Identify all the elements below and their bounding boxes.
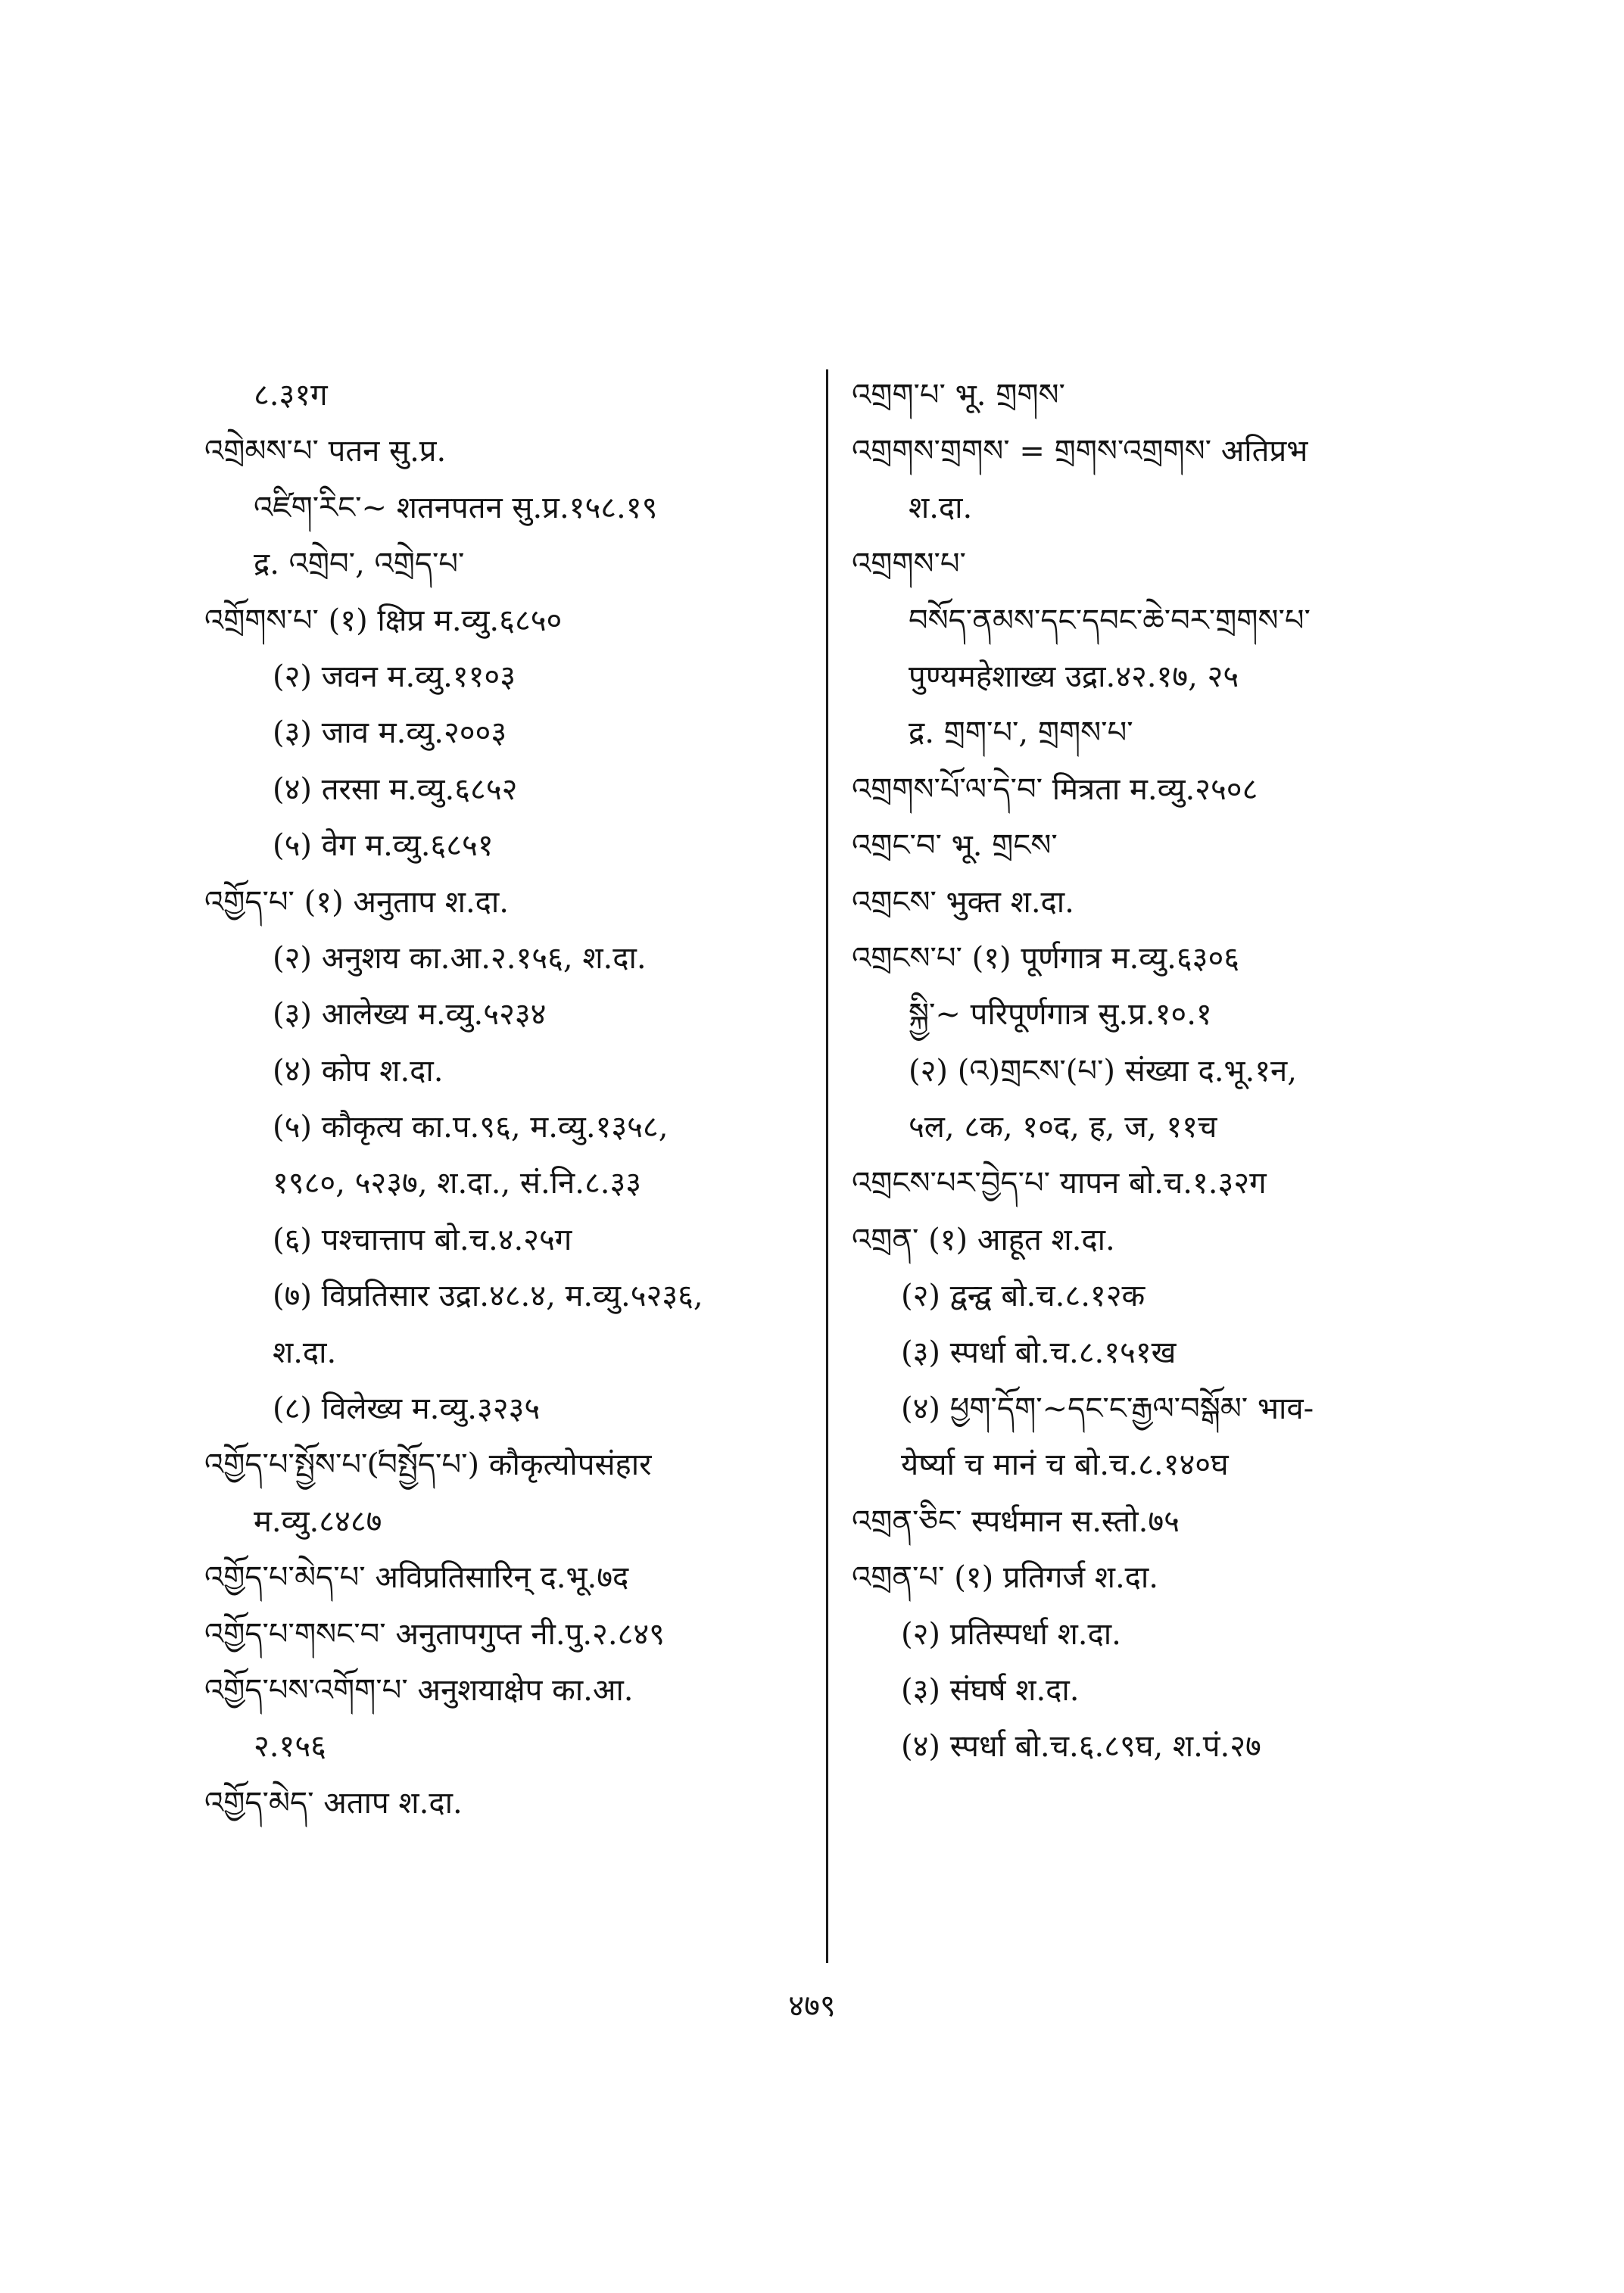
left-entry-line: (२) जवन म.व्यु.११०३ — [273, 659, 516, 694]
left-entry-line: འགྱོད་པ་མེད་པ་ अविप्रतिसारिन् द.भू.७द — [204, 1560, 629, 1596]
right-entry-line: (३) स्पर्धा बो.च.८.१५१ख — [901, 1335, 1177, 1370]
right-entry-line: འགྲང་བ་ भू. གྲངས་ — [852, 828, 1058, 864]
left-entry-line: (३) जाव म.व्यु.२००३ — [273, 715, 507, 751]
left-entry-line: འགྱོད་པ་ (१) अनुताप श.दा. — [204, 884, 509, 920]
right-entry-line: འགྲངས་པར་བྱེད་པ་ यापन बो.च.१.३२ग — [852, 1166, 1267, 1201]
right-entry-line: སྐྱི་~ परिपूर्णगात्र सु.प्र.१०.१ — [909, 997, 1212, 1033]
left-column — [204, 367, 818, 1831]
left-entry-line: འགྱོད་མེད་ अताप श.दा. — [204, 1785, 463, 1821]
left-entry-line: (५) वेग म.व्यु.६८५१ — [273, 828, 494, 864]
right-entry-line: द्र. གྲག་པ་, གྲགས་པ་ — [909, 715, 1133, 751]
right-entry-line: ५ल, ८क, १०द, ह, ज, ११च — [909, 1110, 1217, 1145]
right-entry-line: འགྲགས་གྲགས་ = གྲགས་འགྲགས་ अतिप्रभ — [852, 434, 1308, 469]
left-entry-line: འགྱོད་པ་གསང་བ་ अनुतापगुप्त नी.पु.२.८४९ — [204, 1616, 665, 1652]
right-entry-line: श.दा. — [909, 490, 973, 525]
right-entry-line: पुण्यमहेशाख्य उद्रा.४२.१७, २५ — [909, 659, 1239, 694]
right-entry-line: འགྲངས་ भुक्त श.दा. — [852, 884, 1074, 920]
left-entry-line: श.दा. — [273, 1335, 337, 1370]
page-number: ४७९ — [788, 1989, 836, 2024]
left-entry-line: (२) अनुशय का.आ.२.१५६, श.दा. — [273, 940, 647, 976]
right-entry-line: འགྲན་ (१) आहूत श.दा. — [852, 1222, 1115, 1257]
right-entry-line: येर्ष्या च मानं च बो.च.८.१४०घ — [901, 1447, 1229, 1483]
right-column — [852, 367, 1457, 1775]
left-entry-line: (४) तरसा म.व्यु.६८५२ — [273, 771, 518, 807]
right-entry-line: (४) ཕྱག་དོག་~དང་ང་རྒྱལ་བསྒོམ་ भाव- — [901, 1391, 1314, 1427]
left-entry-line: (५) कौकृत्य का.प.९६, म.व्यु.१३५८, — [273, 1110, 669, 1145]
right-entry-line: འགྲན་ཅིང་ स्पर्धमान स.स्तो.७५ — [852, 1503, 1180, 1539]
right-entry-line: འགྲགས་པོ་ལ་དེ་བ་ मित्रता म.व्यु.२५०८ — [852, 771, 1258, 807]
right-entry-line: འགྲག་པ་ भू. གྲགས་ — [852, 378, 1065, 413]
right-entry-line: འགྲགས་པ་ — [852, 547, 966, 582]
right-entry-line: བསོད་ནམས་དང་དབང་ཆེ་བར་གྲགས་པ་ — [909, 603, 1311, 638]
left-entry-line: म.व्यु.८४८७ — [254, 1503, 382, 1539]
left-entry-line: (७) विप्रतिसार उद्रा.४८.४, म.व्यु.५२३६, — [273, 1279, 703, 1314]
column-divider — [826, 369, 828, 1963]
right-entry-line: (२) (འ)གྲངས་(པ་) संख्या द.भू.१न, — [909, 1053, 1297, 1089]
left-entry-line: १९८०, ५२३७, श.दा., सं.नि.८.३३ — [273, 1166, 642, 1201]
left-entry-line: (८) विलेख्य म.व्यु.३२३५ — [273, 1391, 541, 1427]
right-entry-line: (३) संघर्ष श.दा. — [901, 1672, 1080, 1708]
left-entry-line: (४) कोप श.दा. — [273, 1053, 444, 1089]
left-entry-line: द्र. འགྲེབ་, འགྲེད་པ་ — [254, 547, 465, 582]
left-entry-line: འགྱོད་པས་འགོག་པ་ अनुशयाक्षेप का.आ. — [204, 1672, 634, 1708]
right-entry-line: (२) प्रतिस्पर्धा श.दा. — [901, 1616, 1121, 1652]
left-entry-line: འགྲོགས་པ་ (१) क्षिप्र म.व्यु.६८५० — [204, 603, 563, 638]
right-entry-line: (४) स्पर्धा बो.च.६.८९घ, श.पं.२७ — [901, 1729, 1261, 1765]
left-entry-line: འགྲེམས་པ་ पतन सु.प्र. — [204, 434, 447, 469]
left-entry-line: (६) पश्चात्ताप बो.च.४.२५ग — [273, 1222, 572, 1257]
left-entry-line: ८.३१ग — [254, 378, 328, 413]
right-entry-line: འགྲན་པ་ (१) प्रतिगर्ज श.दा. — [852, 1560, 1158, 1596]
right-entry-line: འགྲངས་པ་ (१) पूर्णगात्र म.व्यु.६३०६ — [852, 940, 1240, 976]
left-entry-line: २.१५६ — [254, 1729, 326, 1765]
left-entry-line: འཛིག་རིང་~ शतनपतन सु.प्र.१५८.१९ — [254, 490, 658, 525]
left-entry-line: འགྱོད་པ་སྤྱོས་པ་(༹བསྤྱོད་པ་) कौकृत्योपसंहार — [204, 1447, 652, 1483]
right-entry-line: (२) द्वन्द्व बो.च.८.१२क — [901, 1279, 1146, 1314]
left-entry-line: (३) आलेख्य म.व्यु.५२३४ — [273, 997, 547, 1033]
